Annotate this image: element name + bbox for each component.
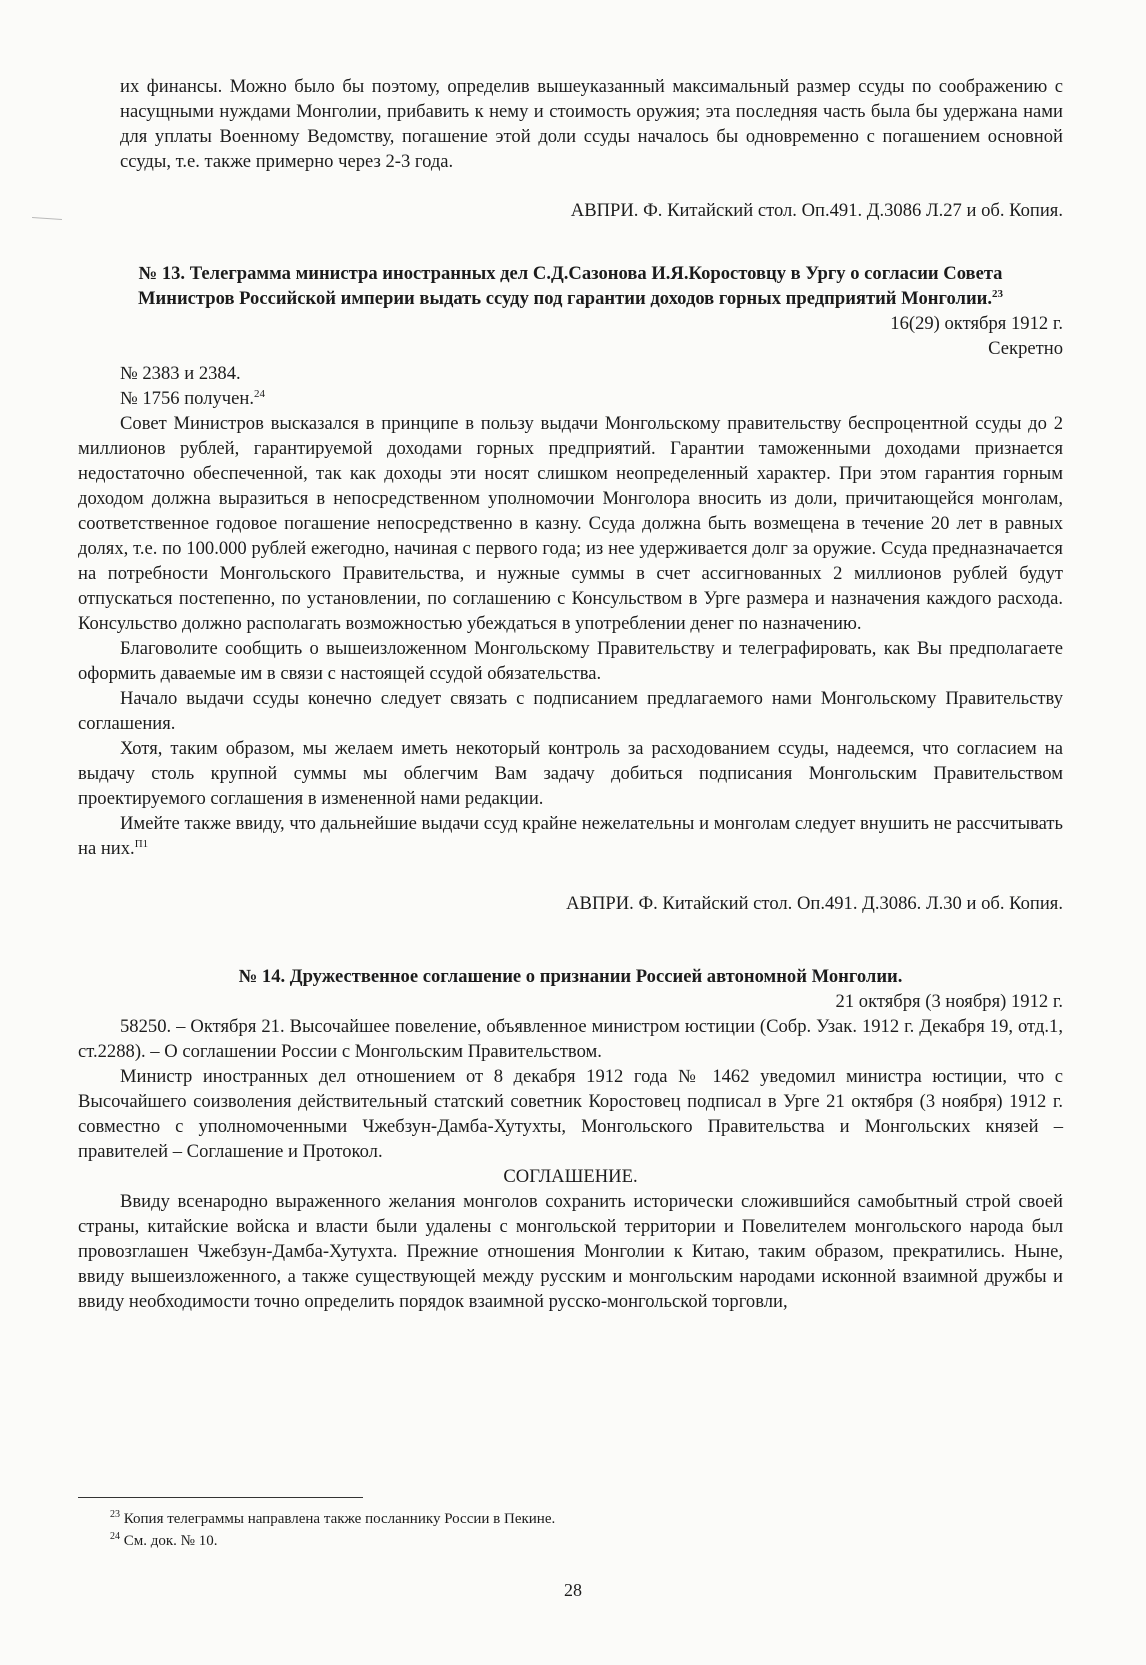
archive-source-2: АВПРИ. Ф. Китайский стол. Оп.491. Д.3086. Л.30 и об. Копия.	[566, 893, 1063, 914]
doc14-paragraph: Министр иностранных дел отношением от 8 декабря 1912 года № 1462 уведомил министра юстиции, что с Высочайшего соизволения действительный статский советник Коростовец подписал в Урге 21 октября (3 ноября) 1912 г. совместно с уполномоченными Чжебзун-Дамба-Хутухты, Монгольского Правительства и Монгольских князей – правителей – Соглашение и Протокол.	[78, 1066, 1063, 1162]
doc13-paragraph: Благоволите сообщить о вышеизложенном Монгольскому Правительству и телеграфировать, как Вы предполагаете оформить даваемые им в связи с настоящей ссудой обязательства.	[78, 638, 1063, 684]
doc14-heading: СОГЛАШЕНИЕ.	[503, 1166, 638, 1187]
doc13-title: № 13. Телеграмма министра иностранных дел С.Д.Сазонова И.Я.Коростовцу в Ургу о согласии Совета Министров Российской империи выдать ссуду под гарантии доходов горных предприятий Монголии.$^{23}$	[137, 263, 1004, 309]
doc13-paragraph: Начало выдачи ссуды конечно следует связать с подписанием предлагаемого нами Монгольскому Правительству соглашения.	[78, 688, 1063, 734]
page-number: 28	[564, 1580, 582, 1600]
footnote: $^{23}$ Копия телеграммы направлена также посланнику России в Пекине.	[110, 1509, 556, 1527]
footnote-ref[interactable]: 23	[992, 287, 1004, 300]
doc13-ref1: № 2383 и 2384.	[120, 363, 241, 384]
doc14-date: 21 октября (3 ноября) 1912 г.	[835, 991, 1063, 1012]
footnote: $^{24}$ См. док. № 10.	[110, 1531, 218, 1549]
doc13-paragraph: Хотя, таким образом, мы желаем иметь некоторый контроль за расходованием ссуды, надеемся, что согласием на выдачу столь крупной суммы мы облегчим Вам задачу добиться подписания Монгольским Правительством проектируемого соглашения в измененной нами редакции.	[78, 738, 1063, 809]
footnotes	[110, 1508, 555, 1552]
archive-source-1: АВПРИ. Ф. Китайский стол. Оп.491. Д.3086 Л.27 и об. Копия.	[570, 200, 1063, 221]
document-body	[78, 74, 1063, 1314]
doc14-paragraph: 58250. – Октября 21. Высочайшее повеление, объявленное министром юстиции (Собр. Узак. 1912 г. Декабря 19, отд.1, ст.2288). – О соглашении России с Монгольским Правительством.	[78, 1016, 1063, 1062]
doc13-date: 16(29) октября 1912 г.	[890, 313, 1063, 334]
doc13-secret: Секретно	[988, 338, 1063, 359]
doc14-title: № 14. Дружественное соглашение о признании Россией автономной Монголии.	[238, 966, 903, 987]
doc13-paragraph: Совет Министров высказался в принципе в пользу выдачи Монгольскому правительству беспроцентной ссуды до 2 миллионов рублей, гарантируемой доходами горных предприятий. Гарантии таможенными доходами признается недостаточно обеспеченной, так как доходы эти носят слишком неопределенный характер. При этом гарантия горным доходом должна выразиться в непосредственном уполномочии Монголора вносить из доли, причитающейся монголам, соответственное годовое погашение непосредственно в казну. Ссуда должна быть возмещена в течение 20 лет в равных долях, т.е. по 100.000 рублей ежегодно, начиная с первого года; из нее удерживается долг за оружие. Ссуда предназначается на потребности Монгольского Правительства, и нужные суммы в счет ассигнованных 2 миллионов рублей будут отпускаться постепенно, по установлении, по соглашению с Консульством в Урге размера и назначения каждого расхода. Консульство должно располагать возможностью убеждаться в употреблении денег по назначению.	[78, 413, 1063, 634]
footnote-ref[interactable]: П1	[134, 837, 149, 850]
doc13-paragraph: Имейте также ввиду, что дальнейшие выдачи ссуд крайне нежелательны и монголам следует внушить не рассчитывать на них.$^{П1}$	[78, 813, 1063, 859]
doc13-ref2: № 1756 получен.$^{24}$	[120, 387, 266, 409]
footnote-ref[interactable]: 24	[254, 387, 266, 400]
intro-paragraph: их финансы. Можно было бы поэтому, определив вышеуказанный максимальный размер ссуды по соображению с насущными нуждами Монголии, прибавить к нему и стоимость оружия; эта последняя часть была бы удержана нами для уплаты Военному Ведомству, погашение этой доли ссуды началось бы одновременно с погашением основной ссуды, т.е. также примерно через 2-3 года.	[120, 76, 1063, 172]
footnote-divider	[78, 1497, 363, 1498]
scan-mark	[32, 217, 62, 220]
doc14-paragraph: Ввиду всенародно выраженного желания монголов сохранить исторически сложившийся самобытный строй своей страны, китайские войска и власти были удалены с монгольской территории и Повелителем монгольского народа был провозглашен Чжебзун-Дамба-Хутухта. Прежние отношения Монголии к Китаю, таким образом, прекратились. Ныне, ввиду вышеизложенного, а также существующей между русским и монгольским народами исконной взаимной дружбы и ввиду необходимости точно определить порядок взаимной русско-монгольской торговли,	[78, 1191, 1063, 1312]
